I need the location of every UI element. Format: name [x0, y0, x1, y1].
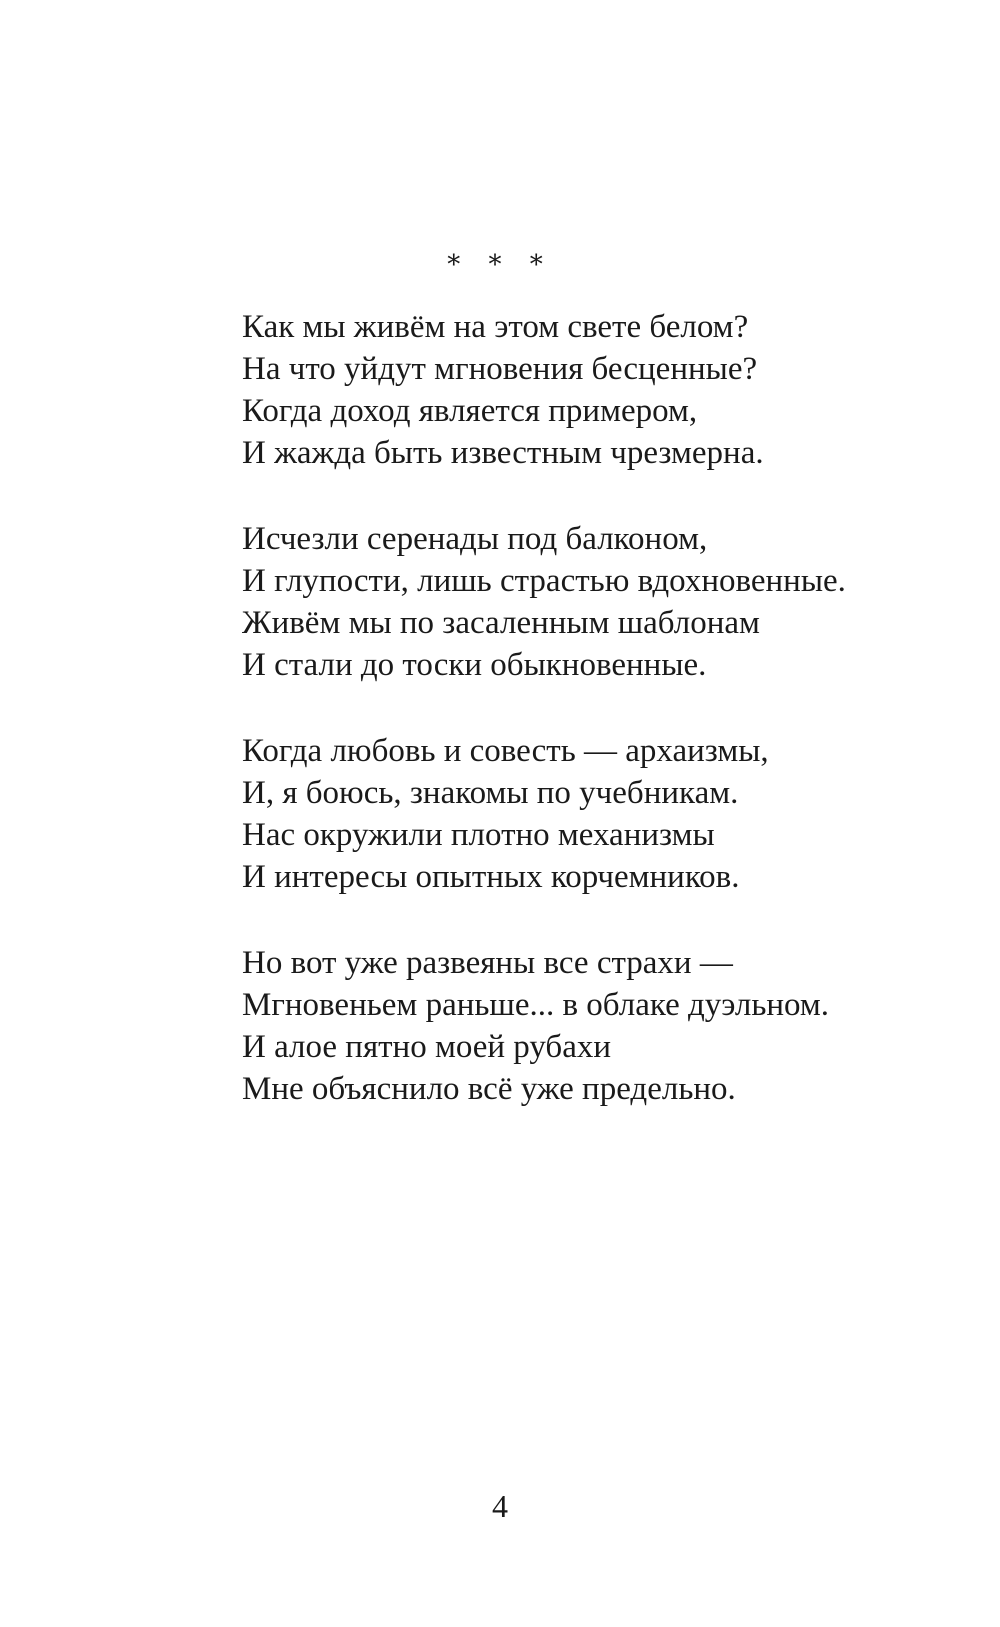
poem-line: И глупости, лишь страстью вдохновенные.	[242, 563, 846, 599]
poem-line: На что уйдут мгновения бесценные?	[242, 351, 758, 387]
poem-line: Как мы живём на этом свете белом?	[242, 309, 749, 345]
poem-line: И интересы опытных корчемников.	[242, 859, 740, 895]
poem-line: И стали до тоски обыкновенные.	[242, 647, 707, 683]
stanza-3	[242, 730, 982, 898]
stanza-2	[242, 518, 982, 686]
stanza-4	[242, 942, 982, 1110]
poem-line: Когда любовь и совесть — архаизмы,	[242, 733, 769, 769]
page-number: 4	[492, 1488, 508, 1524]
poem-line: И алое пятно моей рубахи	[242, 1029, 612, 1065]
poem-line: Мне объяснило всё уже предельно.	[242, 1071, 736, 1107]
poem-line: И жажда быть известным чрезмерна.	[242, 435, 764, 471]
poem-line: Живём мы по засаленным шаблонам	[242, 605, 760, 641]
poem	[242, 306, 982, 1154]
poem-line: Нас окружили плотно механизмы	[242, 817, 715, 853]
poem-line: И, я боюсь, знакомы по учебникам.	[242, 775, 739, 811]
poem-line: Мгновеньем раньше... в облаке дуэльном.	[242, 987, 830, 1023]
stanza-1	[242, 306, 982, 474]
section-divider-asterisks: * * *	[447, 250, 553, 280]
poem-line: Когда доход является примером,	[242, 393, 698, 429]
poem-line: Исчезли серенады под балконом,	[242, 521, 708, 557]
poem-line: Но вот уже развеяны все страхи —	[242, 945, 733, 981]
